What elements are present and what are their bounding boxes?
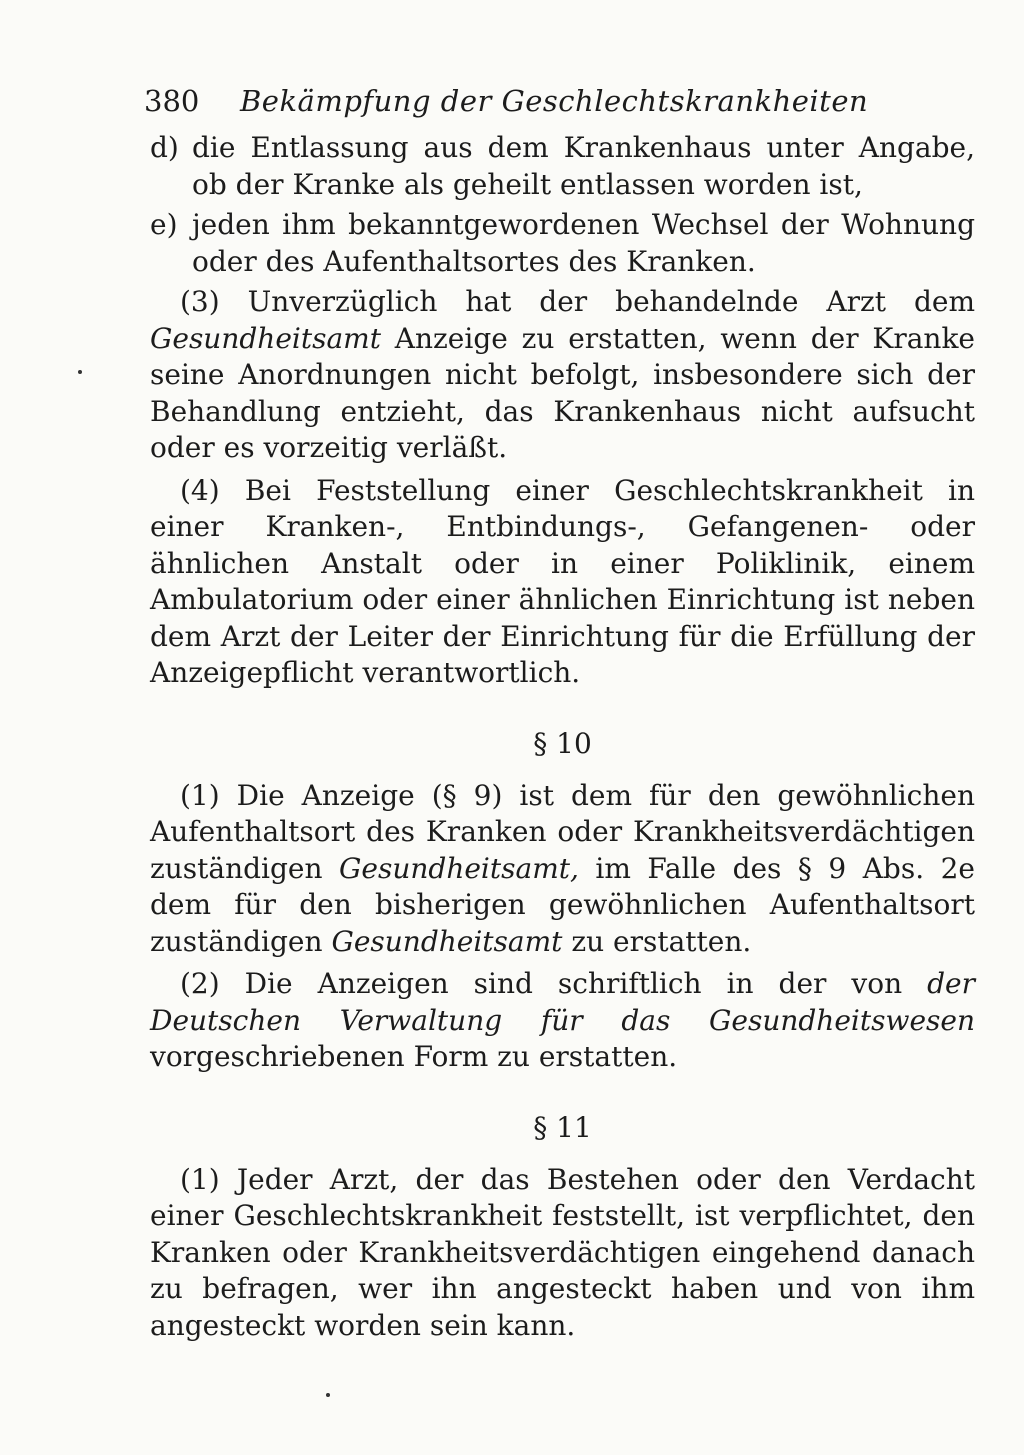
section-10-paragraph-1 [150, 778, 975, 961]
section-heading-10: § 10 [533, 726, 592, 760]
scan-speck [326, 1393, 330, 1397]
paragraph-text: (2) Die Anzeigen sind schriftlich in der von [180, 967, 928, 1000]
list-item [150, 207, 975, 280]
scan-speck [78, 370, 82, 374]
list-item [150, 130, 975, 203]
list-item-text: die Entlassung aus dem Krankenhaus unter Angabe, ob der Kranke als geheilt entlassen worden ist, [192, 131, 975, 201]
emphasis-text: Gesundheitsamt [331, 924, 563, 958]
emphasis-text: Gesundheitsamt, [339, 851, 579, 885]
section-10-paragraph-2 [150, 966, 975, 1076]
paragraph-text: im Falle des § 9 Abs. 2e dem für den bisherigen gewöhnlichen Aufenthaltsort zuständigen [150, 851, 975, 958]
emphasis-text: der Deutschen Verwaltung für das Gesundheitswesen [150, 967, 975, 1037]
paragraph-text: zu erstatten. [562, 924, 752, 958]
list-item-marker: d) [150, 131, 179, 164]
list-item-marker: e) [150, 208, 178, 241]
running-title: Bekämpfung der Geschlechtskrankheiten [240, 84, 869, 118]
page-number: 380 [144, 84, 200, 118]
paragraph-text: vorgeschriebenen Form zu erstatten. [150, 1040, 678, 1073]
list-item-text: jeden ihm bekanntgewordenen Wechsel der Wohnung oder des Aufenthaltsortes des Kranken. [192, 208, 975, 278]
paragraph-3 [150, 284, 975, 467]
paragraph-4: (4) Bei Feststellung einer Geschlechtskrankheit in einer Kranken-, Entbindungs-, Gefangenen- oder ähnlichen Anstalt oder in einer Poliklinik, einem Ambulatorium oder einer ähnlichen Einrichtung ist neben dem Arzt der Leiter der Einrichtung für die Erfüllung der Anzeigepflicht verantwortlich. [150, 473, 975, 689]
section-heading-11: § 11 [533, 1110, 592, 1144]
paragraph-text: (1) Die Anzeige (§ 9) ist dem für den gewöhnlichen Aufenthaltsort des Kranken oder Krankheitsverdächtigen zuständigen [150, 778, 975, 885]
emphasis-text: Gesundheitsamt [150, 321, 381, 355]
paragraph-text: Anzeige zu erstatten, wenn der Kranke seine Anordnungen nicht befolgt, insbesondere sich der Behandlung entzieht, das Krankenhaus nicht aufsucht oder es vorzeitig verläßt. [150, 321, 975, 464]
section-11-paragraph-1: (1) Jeder Arzt, der das Bestehen oder den Verdacht einer Geschlechtskrankheit feststellt, ist verpflichtet, den Kranken oder Krankheitsverdächtigen eingehend danach zu befragen, wer ihn angesteckt haben und von ihm angesteckt worden sein kann. [150, 1162, 975, 1342]
document-page [144, 84, 975, 1350]
page-header [144, 84, 975, 118]
body-text [150, 130, 975, 1344]
paragraph-text: (3) Unverzüglich hat der behandelnde Arzt dem [180, 285, 975, 318]
